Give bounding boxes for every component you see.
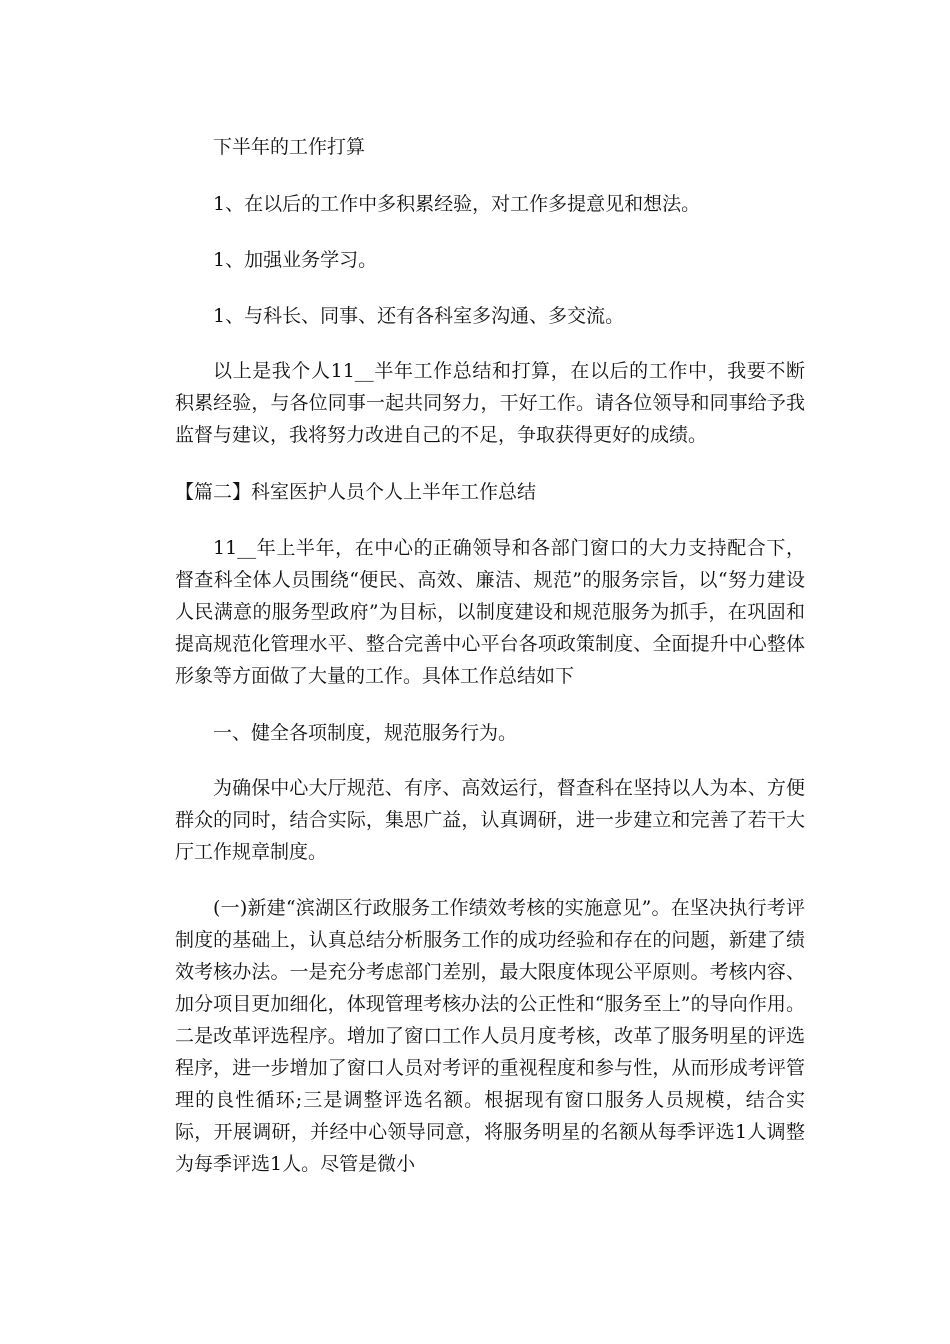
paragraph-item-2: 1、加强业务学习。 xyxy=(213,249,378,271)
paragraph-item-3: 1、与科长、同事、还有各科室多沟通、多交流。 xyxy=(213,305,625,327)
section-heading-one: 一、健全各项制度，规范服务行为。 xyxy=(213,722,518,744)
paragraph-rules: 为确保中心大厅规范、有序、高效运行，督查科在坚持以人为本、方便群众的同时，结合实际，集思广益，认真调研，进一步建立和完善了若干大厅工作规章制度。 xyxy=(175,777,805,863)
section-heading-part-two: 【篇二】科室医护人员个人上半年工作总结 xyxy=(175,481,537,503)
paragraph-subitem-one: (一)新建“滨湖区行政服务工作绩效考核的实施意见”。在坚决执行考评制度的基础上，认真总结分析服务工作的成功经验和存在的问题，新建了绩效考核办法。一是充分考虑部门差别，最大限度体现公平原则。考核内容、加分项目更加细化，体现管理考核办法的公正性和“服务至上”的导向作用。二是改革评选程序。增加了窗口工作人员月度考核，改革了服务明星的评选程序，进一步增加了窗口人员对考评的重视程度和参与性，从而形成考评管理的良性循环;三是调整评选名额。根据现有窗口服务人员规模，结合实际，开展调研，并经中心领导同意，将服务明星的名额从每季评选1人调整为每季评选1人。尽管是微小 xyxy=(175,897,805,1175)
section-heading-plan: 下半年的工作打算 xyxy=(213,136,366,158)
paragraph-summary: 以上是我个人11__半年工作总结和打算，在以后的工作中，我要不断积累经验，与各位同事一起共同努力，干好工作。请各位领导和同事给予我监督与建议，我将努力改进自己的不足，争取获得更好的成绩。 xyxy=(175,360,805,446)
paragraph-intro: 11__年上半年，在中心的正确领导和各部门窗口的大力支持配合下，督查科全体人员围绕“便民、高效、廉洁、规范”的服务宗旨，以“努力建设人民满意的服务型政府”为目标，以制度建设和规范服务为抓手，在巩固和提高规范化管理水平、整合完善中心平台各项政策制度、全面提升中心整体形象等方面做了大量的工作。具体工作总结如下 xyxy=(175,537,805,687)
paragraph-item-1: 1、在以后的工作中多积累经验，对工作多提意见和想法。 xyxy=(213,193,701,215)
